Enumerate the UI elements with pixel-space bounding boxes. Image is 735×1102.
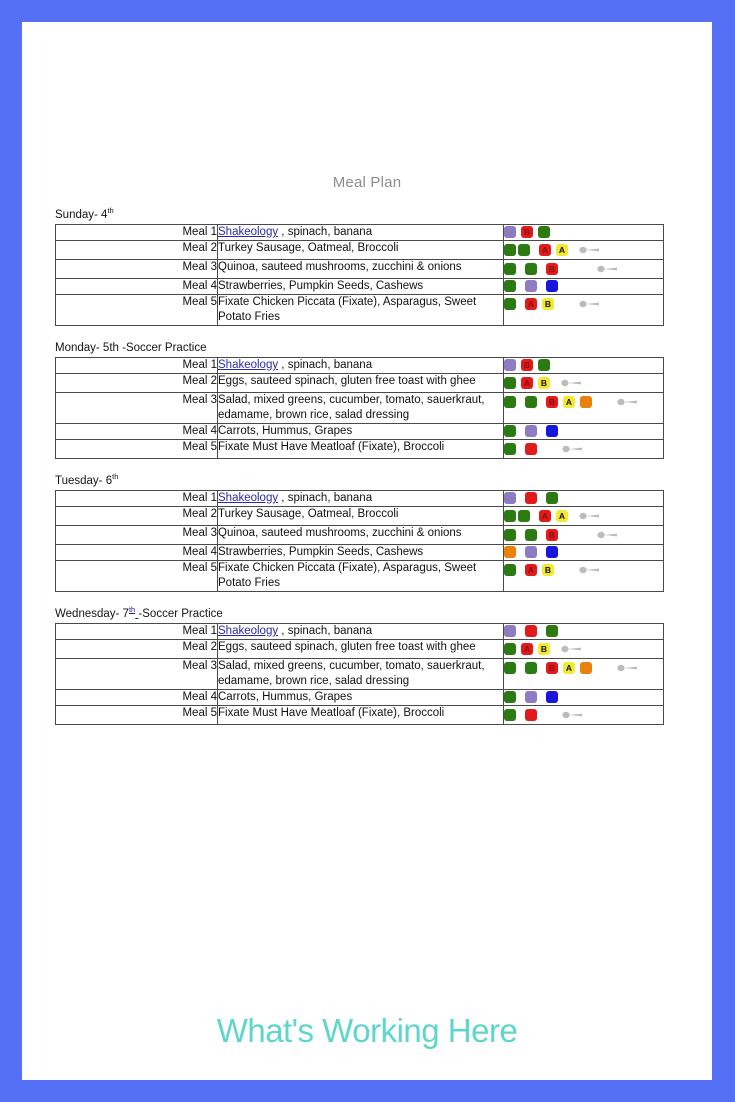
swatch-letter: B <box>523 227 531 237</box>
container-swatch-green <box>504 298 516 310</box>
container-swatch-row <box>504 241 663 259</box>
container-cell <box>504 260 664 279</box>
table-row <box>56 624 664 640</box>
container-cell <box>504 424 664 440</box>
meal-table <box>55 224 664 326</box>
meal-plan-body <box>55 208 679 740</box>
container-cell <box>504 440 664 459</box>
meal-description: Shakeology , spinach, banana <box>218 624 504 640</box>
day-heading-ordinal: th <box>107 206 114 216</box>
teaspoon-icon <box>579 561 601 579</box>
container-swatch-row <box>504 640 663 658</box>
container-swatch-red <box>525 443 537 455</box>
container-swatch-row <box>504 358 663 372</box>
container-swatch-row <box>504 491 663 505</box>
container-cell <box>504 374 664 393</box>
container-swatch-green <box>504 443 516 455</box>
meal-label: Meal 2 <box>56 374 218 393</box>
container-swatch-green <box>504 529 516 541</box>
container-swatch-green <box>546 625 558 637</box>
day-heading-ordinal: th <box>112 472 119 482</box>
shakeology-link[interactable]: Shakeology <box>218 226 279 238</box>
container-swatch-green <box>525 529 537 541</box>
container-swatch-row <box>504 561 663 579</box>
container-swatch-row <box>504 706 663 724</box>
container-swatch-yellow <box>538 377 550 389</box>
container-swatch-row <box>504 624 663 638</box>
table-row <box>56 241 664 260</box>
container-swatch-orange <box>580 662 592 674</box>
container-cell <box>504 659 664 690</box>
teaspoon-icon <box>562 706 584 724</box>
meal-description: Salad, mixed greens, cucumber, tomato, sauerkraut, edamame, brown rice, salad dressing <box>218 659 504 690</box>
meal-label: Meal 2 <box>56 507 218 526</box>
container-swatch-purple <box>504 625 516 637</box>
meal-label: Meal 3 <box>56 526 218 545</box>
day-section <box>55 474 679 592</box>
container-swatch-red <box>546 263 558 275</box>
container-swatch-row <box>504 545 663 559</box>
table-row <box>56 393 664 424</box>
day-heading-text: Sunday- 4 <box>55 209 108 221</box>
container-swatch-purple <box>525 280 537 292</box>
container-swatch-green <box>525 263 537 275</box>
container-swatch-blue <box>546 425 558 437</box>
teaspoon-icon <box>579 507 601 525</box>
day-heading <box>55 208 679 222</box>
meal-label: Meal 3 <box>56 659 218 690</box>
meal-description: Fixate Chicken Piccata (Fixate), Asparagus, Sweet Potato Fries <box>218 295 504 326</box>
container-swatch-red <box>539 244 551 256</box>
container-swatch-blue <box>546 546 558 558</box>
teaspoon-icon <box>597 526 619 544</box>
container-swatch-row <box>504 260 663 278</box>
container-swatch-orange <box>580 396 592 408</box>
meal-label: Meal 5 <box>56 295 218 326</box>
table-row <box>56 526 664 545</box>
meal-description: Carrots, Hummus, Grapes <box>218 690 504 706</box>
container-cell <box>504 295 664 326</box>
teaspoon-icon <box>617 393 639 411</box>
meal-label: Meal 5 <box>56 706 218 725</box>
container-swatch-row <box>504 279 663 293</box>
meal-description: Turkey Sausage, Oatmeal, Broccoli <box>218 507 504 526</box>
day-heading-text: Monday- 5th -Soccer Practice <box>55 342 207 354</box>
container-swatch-red <box>525 492 537 504</box>
meal-description: Eggs, sauteed spinach, gluten free toast with ghee <box>218 640 504 659</box>
swatch-letter: B <box>540 644 548 654</box>
container-swatch-row <box>504 659 663 677</box>
day-heading <box>55 341 679 355</box>
table-row <box>56 374 664 393</box>
container-swatch-red <box>546 529 558 541</box>
container-swatch-yellow <box>538 643 550 655</box>
container-swatch-red <box>546 662 558 674</box>
page-title: Meal Plan <box>332 174 402 191</box>
teaspoon-icon <box>579 295 601 313</box>
swatch-letter: B <box>544 565 552 575</box>
container-swatch-row <box>504 690 663 704</box>
shakeology-link[interactable]: Shakeology <box>218 359 279 371</box>
meal-label: Meal 3 <box>56 393 218 424</box>
meal-description: Shakeology , spinach, banana <box>218 225 504 241</box>
meal-description: Quinoa, sauteed mushrooms, zucchini & onions <box>218 260 504 279</box>
container-cell <box>504 640 664 659</box>
meal-label: Meal 1 <box>56 358 218 374</box>
meal-label: Meal 4 <box>56 279 218 295</box>
meal-label: Meal 2 <box>56 640 218 659</box>
table-row <box>56 279 664 295</box>
container-swatch-green <box>504 691 516 703</box>
container-swatch-green <box>504 510 516 522</box>
meal-table <box>55 623 664 725</box>
teaspoon-icon <box>561 374 583 392</box>
swatch-letter: B <box>548 663 556 673</box>
container-swatch-green <box>504 564 516 576</box>
swatch-letter: B <box>523 360 531 370</box>
container-swatch-purple <box>504 226 516 238</box>
container-swatch-green <box>538 359 550 371</box>
container-swatch-green <box>538 226 550 238</box>
meal-label: Meal 2 <box>56 241 218 260</box>
container-swatch-purple <box>504 492 516 504</box>
day-section <box>55 607 679 725</box>
meal-table <box>55 357 664 459</box>
teaspoon-icon <box>562 440 584 458</box>
container-swatch-red <box>525 564 537 576</box>
day-heading-text: Tuesday- 6 <box>55 475 113 487</box>
footer-branding: What's Working Here <box>216 1012 518 1049</box>
swatch-letter: B <box>540 378 548 388</box>
container-swatch-blue <box>546 280 558 292</box>
container-swatch-red <box>546 396 558 408</box>
swatch-letter: A <box>565 397 573 407</box>
container-swatch-yellow <box>556 244 568 256</box>
container-swatch-row <box>504 295 663 313</box>
container-swatch-green <box>525 662 537 674</box>
container-swatch-green <box>504 425 516 437</box>
meal-description: Carrots, Hummus, Grapes <box>218 424 504 440</box>
meal-description: Turkey Sausage, Oatmeal, Broccoli <box>218 241 504 260</box>
container-swatch-row <box>504 526 663 544</box>
swatch-letter: A <box>523 644 531 654</box>
day-heading-ordinal: th <box>128 605 136 615</box>
table-row <box>56 260 664 279</box>
container-swatch-row <box>504 393 663 411</box>
table-row <box>56 640 664 659</box>
meal-label: Meal 4 <box>56 424 218 440</box>
swatch-letter: B <box>548 264 556 274</box>
day-heading-text: Wednesday- 7 <box>55 608 129 620</box>
table-row <box>56 295 664 326</box>
container-cell <box>504 624 664 640</box>
meal-table <box>55 490 664 592</box>
meal-label: Meal 1 <box>56 624 218 640</box>
table-row <box>56 659 664 690</box>
swatch-letter: A <box>541 511 549 521</box>
meal-description: Shakeology , spinach, banana <box>218 358 504 374</box>
container-cell <box>504 706 664 725</box>
day-section <box>55 208 679 326</box>
container-swatch-red <box>521 643 533 655</box>
container-swatch-green <box>518 510 530 522</box>
meal-label: Meal 3 <box>56 260 218 279</box>
table-row <box>56 358 664 374</box>
container-cell <box>504 279 664 295</box>
meal-description: Shakeology , spinach, banana <box>218 491 504 507</box>
container-swatch-row <box>504 225 663 239</box>
container-swatch-blue <box>546 691 558 703</box>
container-swatch-green <box>525 396 537 408</box>
table-row <box>56 225 664 241</box>
swatch-letter: A <box>527 565 535 575</box>
container-cell <box>504 545 664 561</box>
container-swatch-red <box>539 510 551 522</box>
container-cell <box>504 225 664 241</box>
swatch-letter: A <box>558 245 566 255</box>
meal-label: Meal 4 <box>56 690 218 706</box>
swatch-letter: B <box>544 299 552 309</box>
container-cell <box>504 690 664 706</box>
container-swatch-yellow <box>542 298 554 310</box>
table-row <box>56 507 664 526</box>
container-swatch-green <box>504 662 516 674</box>
container-swatch-yellow <box>563 662 575 674</box>
meal-description: Fixate Must Have Meatloaf (Fixate), Broccoli <box>218 440 504 459</box>
container-swatch-green <box>504 396 516 408</box>
table-row <box>56 440 664 459</box>
meal-description: Quinoa, sauteed mushrooms, zucchini & onions <box>218 526 504 545</box>
day-heading <box>55 607 679 621</box>
container-swatch-red <box>521 377 533 389</box>
container-swatch-green <box>504 263 516 275</box>
swatch-letter: A <box>523 378 531 388</box>
swatch-letter: B <box>548 397 556 407</box>
table-row <box>56 561 664 592</box>
meal-label: Meal 5 <box>56 440 218 459</box>
container-cell <box>504 393 664 424</box>
container-swatch-green <box>504 643 516 655</box>
container-swatch-yellow <box>563 396 575 408</box>
meal-label: Meal 1 <box>56 225 218 241</box>
meal-description: Eggs, sauteed spinach, gluten free toast with ghee <box>218 374 504 393</box>
container-cell <box>504 507 664 526</box>
container-swatch-row <box>504 374 663 392</box>
container-swatch-red <box>525 298 537 310</box>
container-swatch-red <box>521 359 533 371</box>
teaspoon-icon <box>561 640 583 658</box>
container-cell <box>504 241 664 260</box>
swatch-letter: A <box>541 245 549 255</box>
container-swatch-row <box>504 507 663 525</box>
container-swatch-purple <box>525 425 537 437</box>
meal-description: Fixate Chicken Piccata (Fixate), Asparagus, Sweet Potato Fries <box>218 561 504 592</box>
swatch-letter: B <box>548 530 556 540</box>
swatch-letter: A <box>558 511 566 521</box>
table-row <box>56 491 664 507</box>
container-swatch-yellow <box>556 510 568 522</box>
swatch-letter: A <box>565 663 573 673</box>
container-swatch-red <box>521 226 533 238</box>
shakeology-link[interactable]: Shakeology <box>218 625 279 637</box>
shakeology-link[interactable]: Shakeology <box>218 492 279 504</box>
container-swatch-green <box>518 244 530 256</box>
meal-label: Meal 4 <box>56 545 218 561</box>
day-section <box>55 341 679 459</box>
container-cell <box>504 491 664 507</box>
container-swatch-green <box>504 377 516 389</box>
meal-description: Strawberries, Pumpkin Seeds, Cashews <box>218 279 504 295</box>
table-row <box>56 424 664 440</box>
table-row <box>56 706 664 725</box>
document-page <box>22 22 712 1080</box>
day-heading <box>55 474 679 488</box>
container-swatch-purple <box>525 691 537 703</box>
container-cell <box>504 358 664 374</box>
teaspoon-icon <box>617 659 639 677</box>
container-cell <box>504 526 664 545</box>
container-swatch-row <box>504 424 663 438</box>
container-swatch-green <box>504 244 516 256</box>
container-swatch-yellow <box>542 564 554 576</box>
meal-label: Meal 1 <box>56 491 218 507</box>
container-swatch-purple <box>525 546 537 558</box>
container-swatch-purple <box>504 359 516 371</box>
meal-description: Fixate Must Have Meatloaf (Fixate), Broccoli <box>218 706 504 725</box>
meal-description: Strawberries, Pumpkin Seeds, Cashews <box>218 545 504 561</box>
meal-label: Meal 5 <box>56 561 218 592</box>
table-row <box>56 690 664 706</box>
container-swatch-row <box>504 440 663 458</box>
container-swatch-red <box>525 625 537 637</box>
swatch-letter: A <box>527 299 535 309</box>
container-cell <box>504 561 664 592</box>
container-swatch-orange <box>504 546 516 558</box>
teaspoon-icon <box>597 260 619 278</box>
day-heading-note: -Soccer Practice <box>138 608 223 620</box>
container-swatch-green <box>546 492 558 504</box>
container-swatch-green <box>504 280 516 292</box>
meal-description: Salad, mixed greens, cucumber, tomato, sauerkraut, edamame, brown rice, salad dressing <box>218 393 504 424</box>
table-row <box>56 545 664 561</box>
teaspoon-icon <box>579 241 601 259</box>
container-swatch-green <box>504 709 516 721</box>
container-swatch-red <box>525 709 537 721</box>
